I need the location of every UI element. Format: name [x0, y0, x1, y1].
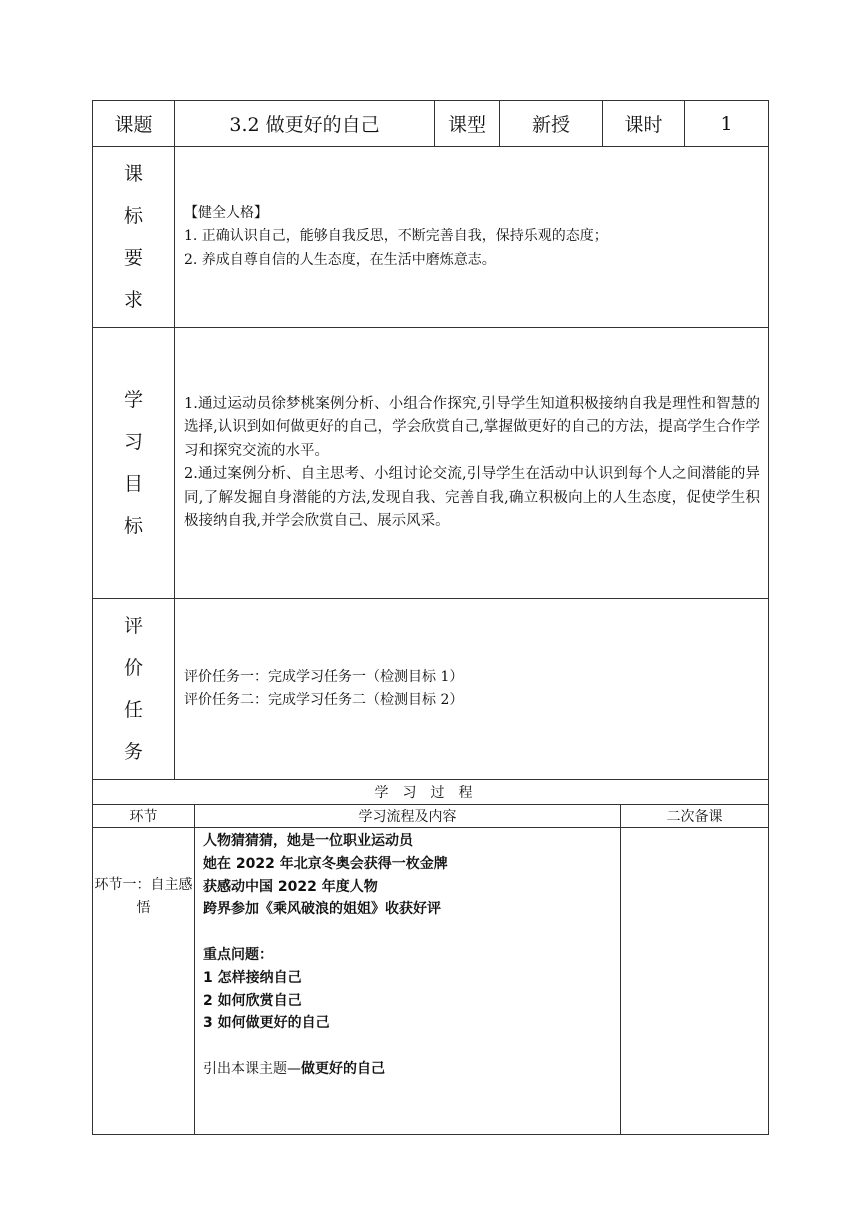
lesson-info-table — [92, 100, 769, 780]
flow-line: 她在 2022 年北京冬奥会获得一枚金牌 — [203, 855, 448, 872]
notes-cell — [621, 828, 769, 1135]
period-label: 课时 — [603, 101, 685, 147]
standards-item: 1. 正确认识自己，能够自我反思，不断完善自我，保持乐观的态度； — [184, 228, 608, 245]
stage-row — [93, 828, 769, 1135]
stage-content — [195, 828, 621, 1135]
col-stage-header: 环节 — [93, 805, 195, 828]
standards-heading: 【健全人格】 — [184, 204, 268, 221]
key-heading: 重点问题： — [203, 946, 273, 963]
topic-value: 3.2 做更好的自己 — [175, 101, 435, 147]
goal-item: 2.通过案例分析、自主思考、小组讨论交流,引导学生在活动中认识到每个人之间潜能的异同,了解发掘自身潜能的方法,发现自我、完善自我,确立积极向上的人生态度，促使学生积极接纳自我,并学会欣赏自己、展示风采。 — [184, 466, 760, 529]
type-value: 新授 — [500, 101, 603, 147]
standards-label: 课 标 要 求 — [93, 147, 175, 328]
evaluation-content — [175, 599, 769, 780]
col-content-header: 学习流程及内容 — [195, 805, 621, 828]
evaluation-row — [93, 599, 769, 780]
evaluation-label: 评 价 任 务 — [93, 599, 175, 780]
intro-prefix: 引出本课主题— — [203, 1060, 301, 1077]
lesson-plan — [92, 100, 768, 1135]
intro-line — [203, 1058, 614, 1081]
evaluation-item: 评价任务一：完成学习任务一（检测目标 1） — [184, 668, 464, 685]
topic-label: 课题 — [93, 101, 175, 147]
col-notes-header: 二次备课 — [621, 805, 769, 828]
goals-row — [93, 328, 769, 599]
flow-line: 获感动中国 2022 年度人物 — [203, 878, 378, 895]
header-row — [93, 101, 769, 147]
key-item: 2 如何欣赏自己 — [203, 992, 302, 1009]
type-label: 课型 — [435, 101, 500, 147]
flow-line: 人物猜猜猜，她是一位职业运动员 — [203, 833, 413, 849]
flow-line: 跨界参加《乘风破浪的姐姐》收获好评 — [203, 901, 441, 918]
goals-content — [175, 328, 769, 599]
stage-name: 环节一：自主感悟 — [93, 828, 195, 1135]
key-item: 1 怎样接纳自己 — [203, 969, 302, 986]
key-item: 3 如何做更好的自己 — [203, 1015, 330, 1032]
goals-label: 学 习 目 标 — [93, 328, 175, 599]
process-title: 学习过程 — [93, 780, 769, 805]
intro-topic: 做更好的自己 — [301, 1060, 385, 1077]
period-value: 1 — [685, 101, 769, 147]
goal-item: 1.通过运动员徐梦桃案例分析、小组合作探究,引导学生知道积极接纳自我是理性和智慧的选择,认识到如何做更好的自己，学会欣赏自己,掌握做更好的自己的方法，提高学生合作学习和探究交流的水平。 — [184, 395, 760, 459]
evaluation-item: 评价任务二：完成学习任务二（检测目标 2） — [184, 692, 464, 708]
process-table — [92, 779, 769, 1135]
standards-row — [93, 147, 769, 328]
standards-item: 2. 养成自尊自信的人生态度，在生活中磨炼意志。 — [184, 251, 496, 268]
process-header-row — [93, 805, 769, 828]
standards-content — [175, 147, 769, 328]
